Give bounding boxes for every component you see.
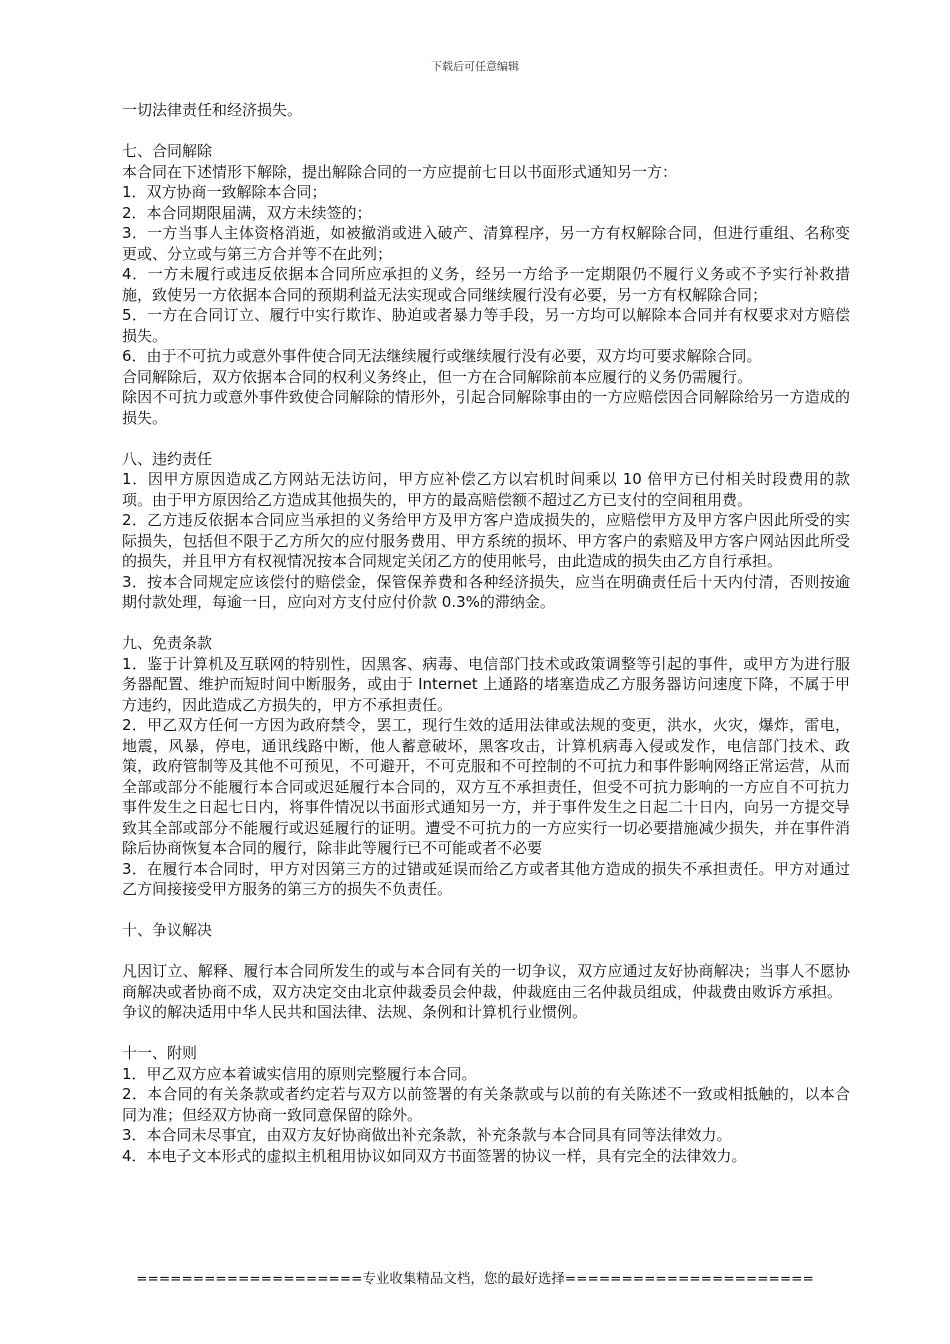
list-item: 4．本电子文本形式的虚拟主机租用协议如同双方书面签署的协议一样，具有完全的法律效力。 bbox=[122, 1146, 747, 1165]
paragraph: 一切法律责任和经济损失。 bbox=[122, 101, 303, 119]
blank-line bbox=[122, 428, 850, 449]
section-heading: 十、争议解决 bbox=[122, 921, 213, 939]
list-item: 5．一方在合同订立、履行中实行欺诈、胁迫或者暴力等手段，另一方均可以解除本合同并有权要求对方赔偿损失。 bbox=[122, 306, 850, 345]
section-heading: 九、免责条款 bbox=[122, 634, 213, 652]
paragraph: 合同解除后，双方依据本合同的权利义务终止，但一方在合同解除前本应履行的义务仍需履行。 bbox=[122, 367, 753, 386]
blank-line bbox=[122, 1023, 850, 1044]
document-body bbox=[122, 100, 850, 1166]
list-item: 3．在履行本合同时，甲方对因第三方的过错或延误而给乙方或者其他方造成的损失不承担责任。甲方对通过乙方间接接受甲方服务的第三方的损失不负责任。 bbox=[122, 859, 850, 898]
list-item: 3．一方当事人主体资格消逝，如被撤消或进入破产、清算程序，另一方有权解除合同，但进行重组、名称变更或、分立或与第三方合并等不在此列； bbox=[122, 224, 850, 263]
list-item: 3．本合同未尽事宜，由双方友好协商做出补充条款，补充条款与本合同具有同等法律效力。 bbox=[122, 1126, 732, 1144]
list-item: 4．一方未履行或违反依据本合同所应承担的义务，经另一方给予一定期限仍不履行义务或不予实行补救措施，致使另一方依据本合同的预期利益无法实现或合同继续履行没有必要，另一方有权解除合同； bbox=[122, 265, 850, 304]
page-footer: ====================专业收集精品文档，您的最好选择====================== bbox=[136, 1271, 814, 1287]
blank-line bbox=[122, 121, 850, 142]
list-item: 2．本合同的有关条款或者约定若与双方以前签署的有关条款或与以前的有关陈述不一致或相抵触的，以本合同为准；但经双方协商一致同意保留的除外。 bbox=[122, 1085, 850, 1124]
list-item: 1．双方协商一致解除本合同； bbox=[122, 183, 327, 201]
section-heading: 七、合同解除 bbox=[122, 142, 213, 160]
list-item: 1．鉴于计算机及互联网的特别性，因黑客、病毒、电信部门技术或政策调整等引起的事件，或甲方为进行服务器配置、维护而短时间中断服务，或由于 Internet 上通路的堵塞造成乙方服务器访问速度下降，不属于甲方违约，因此造成乙方损失的，甲方不承担责任。 bbox=[122, 654, 850, 714]
list-item: 2．甲乙双方任何一方因为政府禁令，罢工，现行生效的适用法律或法规的变更，洪水，火灾，爆炸，雷电，地震，风暴，停电，通讯线路中断，他人蓄意破坏，黑客攻击，计算机病毒入侵或发作，电信部门技术、政策，政府管制等及其他不可预见，不可避开，不可克服和不可控制的不可抗力和事件影响网络正常运营，从而全部或部分不能履行本合同或迟延履行本合同的，双方互不承担责任，但受不可抗力影响的一方应自不可抗力事件发生之日起七日内，将事件情况以书面形式通知另一方，并于事件发生之日起二十日内，向另一方提交导致其全部或部分不能履行或迟延履行的证明。遭受不可抗力的一方应实行一切必要措施减少损失，并在事件消除后协商恢复本合同的履行，除非此等履行已不可能或者不必要 bbox=[122, 716, 850, 857]
list-item: 6．由于不可抗力或意外事件使合同无法继续履行或继续履行没有必要，双方均可要求解除合同。 bbox=[122, 347, 762, 365]
paragraph: 凡因订立、解释、履行本合同所发生的或与本合同有关的一切争议，双方应通过友好协商解决；当事人不愿协商解决或者协商不成，双方决定交由北京仲裁委员会仲裁，仲裁庭由三名仲裁员组成，仲裁费由败诉方承担。 bbox=[122, 962, 850, 1001]
page-header: 下载后可任意编辑 bbox=[431, 60, 519, 73]
section-heading: 十一、附则 bbox=[122, 1044, 198, 1062]
blank-line bbox=[122, 941, 850, 962]
list-item: 3．按本合同规定应该偿付的赔偿金，保管保养费和各种经济损失，应当在明确责任后十天内付清，否则按逾期付款处理，每逾一日，应向对方支付应付价款 0.3%的滞纳金。 bbox=[122, 572, 850, 611]
paragraph: 除因不可抗力或意外事件致使合同解除的情形外，引起合同解除事由的一方应赔偿因合同解除给另一方造成的损失。 bbox=[122, 388, 850, 427]
paragraph: 本合同在下述情形下解除，提出解除合同的一方应提前七日以书面形式通知另一方： bbox=[122, 162, 678, 181]
list-item: 2．乙方违反依据本合同应当承担的义务给甲方及甲方客户造成损失的，应赔偿甲方及甲方客户因此所受的实际损失，包括但不限于乙方所欠的应付服务费用、甲方系统的损坏、甲方客户的索赔及甲方客户网站因此所受的损失，并且甲方有权视情况按本合同规定关闭乙方的使用帐号，由此造成的损失由乙方自行承担。 bbox=[122, 511, 850, 570]
list-item: 1．甲乙双方应本着诚实信用的原则完整履行本合同。 bbox=[122, 1064, 477, 1083]
section-heading: 八、违约责任 bbox=[122, 449, 213, 468]
blank-line bbox=[122, 613, 850, 634]
list-item: 2．本合同期限届满，双方未续签的； bbox=[122, 203, 372, 222]
blank-line bbox=[122, 900, 850, 921]
list-item: 1．因甲方原因造成乙方网站无法访问，甲方应补偿乙方以宕机时间乘以 10 倍甲方已付相关时段费用的款项。由于甲方原因给乙方造成其他损失的，甲方的最高赔偿额不超过乙方已支付的空间租用费。 bbox=[122, 470, 850, 509]
paragraph: 争议的解决适用中华人民共和国法律、法规、条例和计算机行业惯例。 bbox=[122, 1003, 588, 1021]
